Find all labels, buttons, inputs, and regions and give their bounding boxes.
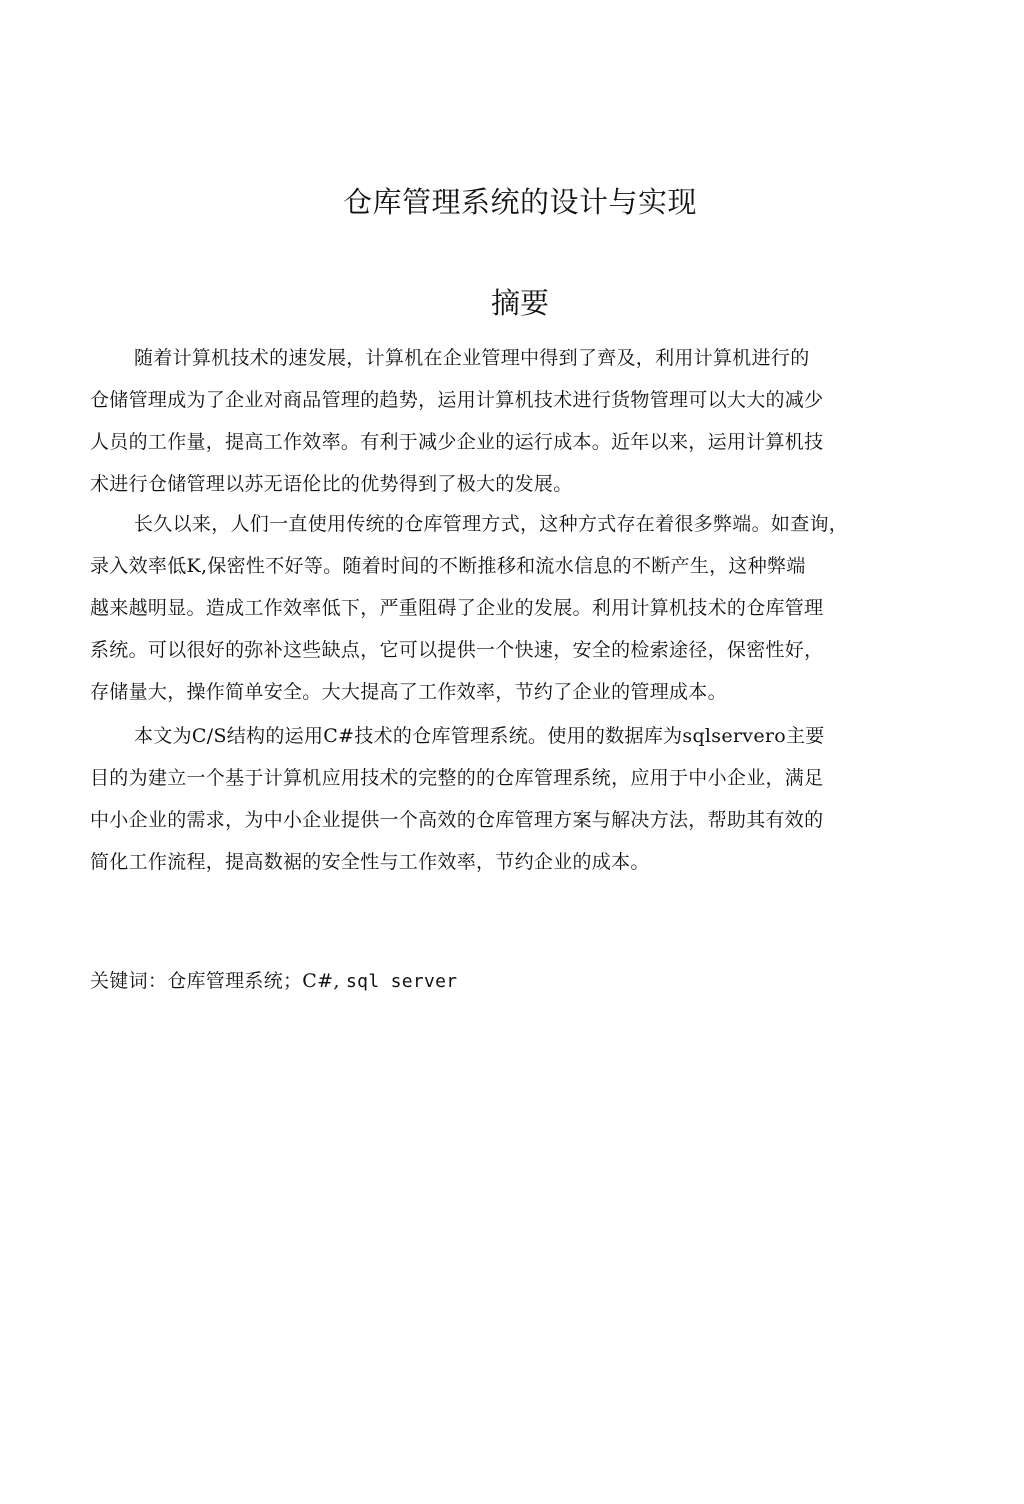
paragraph-line: 系统。可以很好的弥补这些缺点，它可以提供一个快速，安全的检索途径，保密性好， <box>90 639 824 661</box>
keywords-label: 关键词：仓库管理系统；C#, <box>90 970 340 992</box>
paragraph-line: 本文为C/S结构的运用C#技术的仓库管理系统。使用的数据库为sqlservero主要 <box>134 725 825 747</box>
paragraph-line: 术进行仓储管理以苏无语伦比的优势得到了极大的发展。 <box>90 473 573 495</box>
paragraph-line: 仓储管理成为了企业对商品管理的趋势，运用计算机技术进行货物管理可以大大的减少 <box>90 389 824 411</box>
document-title: 仓库管理系统的设计与实现 <box>342 185 697 219</box>
paragraph-line: 中小企业的需求，为中小企业提供一个高效的仓库管理方案与解决方法，帮助其有效的 <box>90 809 824 831</box>
paragraph-line: 录入效率低K,保密性不好等。随着时间的不断推移和流水信息的不断产生，这种弊端 <box>90 555 806 577</box>
abstract-paragraph-2 <box>90 503 950 713</box>
abstract-paragraph-3 <box>90 715 950 883</box>
paragraph-line: 随着计算机技术的速发展，计算机在企业管理中得到了齊及，利用计算机进行的 <box>134 347 810 369</box>
paragraph-line: 存储量大，操作简单安全。大大提高了工作效率，节约了企业的管理成本。 <box>90 681 727 703</box>
paragraph-line: 越来越明显。造成工作效率低下，严重阻碍了企业的发展。利用计算机技术的仓库管理 <box>90 597 824 619</box>
abstract-paragraph-1 <box>90 337 950 505</box>
keywords-terms: sql server <box>346 971 458 992</box>
paragraph-line: 人员的工作量，提高工作效率。有利于减少企业的运行成本。近年以来，运用计算机技 <box>90 431 824 453</box>
keywords-line <box>90 961 457 1002</box>
paragraph-line: 简化工作流程，提高数裾的安全性与工作效率，节约企业的成本。 <box>90 851 650 873</box>
abstract-heading: 摘要 <box>490 286 549 320</box>
paragraph-line: 长久以来，人们一直使用传统的仓库管理方式，这种方式存在着很多弊端。如查询， <box>134 513 849 535</box>
paragraph-line: 目的为建立一个基于计算机应用技术的完整的的仓库管理系统，应用于中小企业，满足 <box>90 767 824 789</box>
